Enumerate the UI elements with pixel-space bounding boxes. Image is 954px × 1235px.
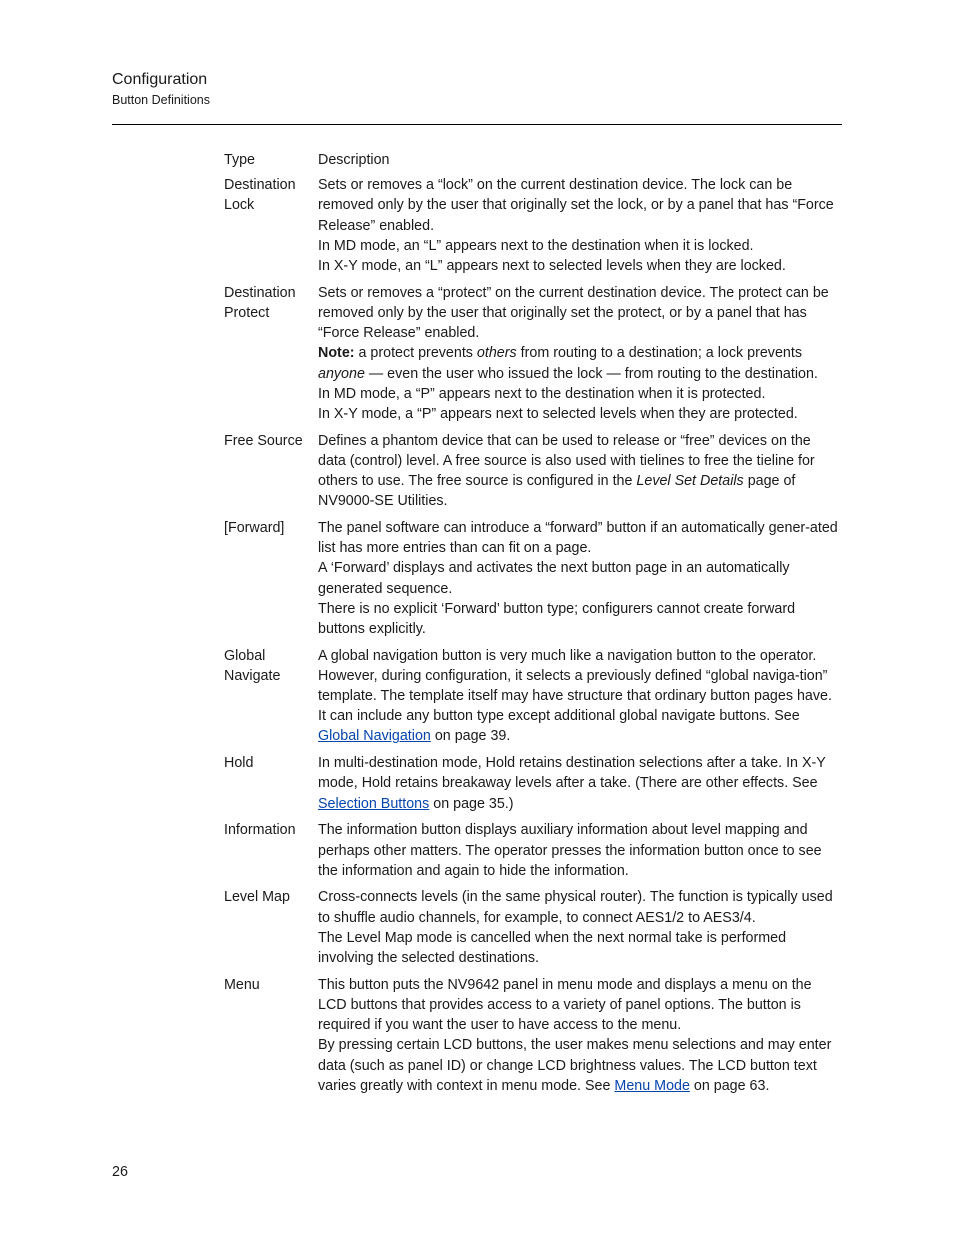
- section-title: Button Definitions: [112, 93, 210, 107]
- description-text: on page 39.: [430, 728, 511, 745]
- description-line: [318, 1035, 842, 1096]
- table-row: [224, 646, 842, 747]
- description-line: Sets or removes a “protect” on the current destination device. The protect can be removed only by the user that originally set the protect, or by a panel that has “Force Release” enabled.: [318, 284, 829, 342]
- table-row: [224, 431, 842, 512]
- description-line: This button puts the NV9642 panel in menu mode and displays a menu on the LCD buttons that provides access to a variety of panel options. The button is required if you want the user to have access to the menu.: [318, 976, 812, 1034]
- description-line: In X-Y mode, a “P” appears next to selected levels when they are protected.: [318, 405, 798, 422]
- note-text: from routing to a destination; a lock prevents: [516, 345, 802, 362]
- table-row: [224, 887, 842, 968]
- table-row: [224, 283, 842, 424]
- button-types-table: [224, 150, 842, 1102]
- header-rule: [112, 124, 842, 125]
- note-paragraph: [318, 343, 842, 383]
- description-line: The panel software can introduce a “forward” button if an automatically gener-ated list has more entries than can fit on a page.: [318, 519, 838, 557]
- description-emphasis: Level Set Details: [636, 473, 744, 490]
- row-type: Destination Lock: [224, 177, 296, 214]
- row-description: [318, 283, 842, 424]
- row-description: [318, 887, 842, 968]
- table-row: [224, 753, 842, 814]
- description-text: A global navigation button is very much like a navigation button to the operator. However, during configuration, it selects a previously defined “global naviga-tion” template. The template itself may have structure that ordinary button pages have. It can include any button type except additional global navigate buttons. See: [318, 647, 832, 725]
- description-line: In MD mode, a “P” appears next to the destination when it is protected.: [318, 385, 766, 402]
- chapter-title: Configuration: [112, 71, 208, 88]
- row-description: [318, 646, 842, 747]
- row-type: Hold: [224, 755, 254, 772]
- row-description: [318, 431, 842, 512]
- description-text: page of NV9000-SE Utilities.: [318, 473, 796, 510]
- row-description: [318, 518, 842, 639]
- row-description: [318, 820, 842, 881]
- description-text: on page 35.): [429, 795, 514, 812]
- description-line: Sets or removes a “lock” on the current destination device. The lock can be removed only by the user that originally set the lock, or by a panel that has “Force Release” enabled.: [318, 177, 834, 234]
- description-text: By pressing certain LCD buttons, the user makes menu selections and may enter data (such as panel ID) or change LCD brightness values. The LCD button text varies greatly with context in menu mode. See: [318, 1037, 832, 1094]
- row-description: [318, 175, 842, 276]
- description-line: [318, 753, 842, 814]
- description-line: The information button displays auxiliary information about level mapping and perhaps other matters. The operator presses the information button once to see the information and again to hide the information.: [318, 822, 822, 879]
- row-description: [318, 753, 842, 814]
- description-text: Defines a phantom device that can be used to release or “free” devices on the data (control) level. A free source is also used with tielines to free the tieline for others to use. The free source is configured in the: [318, 432, 815, 490]
- description-text: In multi-destination mode, Hold retains destination selections after a take. In X-Y mode, Hold retains breakaway levels after a take. (There are other effects. See: [318, 755, 826, 792]
- table-row: [224, 820, 842, 881]
- note-emphasis: others: [476, 345, 517, 362]
- table-row: [224, 175, 842, 276]
- row-type: Free Source: [224, 432, 303, 449]
- row-type: Global Navigate: [224, 647, 281, 684]
- note-emphasis: anyone: [318, 365, 365, 382]
- description-line: The Level Map mode is cancelled when the next normal take is performed involving the selected destinations.: [318, 929, 787, 967]
- row-type: Menu: [224, 976, 260, 993]
- menu-mode-link[interactable]: Menu Mode: [614, 1077, 690, 1094]
- column-header-type: Type: [224, 152, 255, 168]
- table-row: [224, 975, 842, 1096]
- description-line: In X-Y mode, an “L” appears next to selected levels when they are locked.: [318, 258, 786, 275]
- description-line: In MD mode, an “L” appears next to the destination when it is locked.: [318, 237, 754, 254]
- selection-buttons-link[interactable]: Selection Buttons: [318, 795, 430, 812]
- running-header: [112, 70, 210, 109]
- table-row: [224, 518, 842, 639]
- row-description: [318, 975, 842, 1096]
- row-type: [Forward]: [224, 519, 285, 536]
- global-navigation-link[interactable]: Global Navigation: [318, 728, 431, 745]
- description-line: [318, 646, 842, 747]
- note-text: a protect prevents: [354, 345, 477, 362]
- description-text: on page 63.: [689, 1077, 770, 1094]
- description-line: There is no explicit ‘Forward’ button type; configurers cannot create forward buttons explicitly.: [318, 600, 796, 637]
- description-line: Cross-connects levels (in the same physical router). The function is typically used to shuffle audio channels, for example, to connect AES1/2 to AES3/4.: [318, 889, 833, 926]
- column-header-description: Description: [318, 152, 390, 168]
- row-type: Destination Protect: [224, 284, 296, 321]
- table-header-row: [224, 150, 842, 170]
- note-text: — even the user who issued the lock — from routing to the destination.: [364, 365, 818, 382]
- page-number: 26: [112, 1164, 128, 1180]
- row-type: Information: [224, 822, 296, 839]
- note-label: Note:: [318, 345, 355, 362]
- description-line: [318, 431, 842, 512]
- description-line: A ‘Forward’ displays and activates the next button page in an automatically generated sequence.: [318, 560, 790, 597]
- row-type: Level Map: [224, 889, 290, 906]
